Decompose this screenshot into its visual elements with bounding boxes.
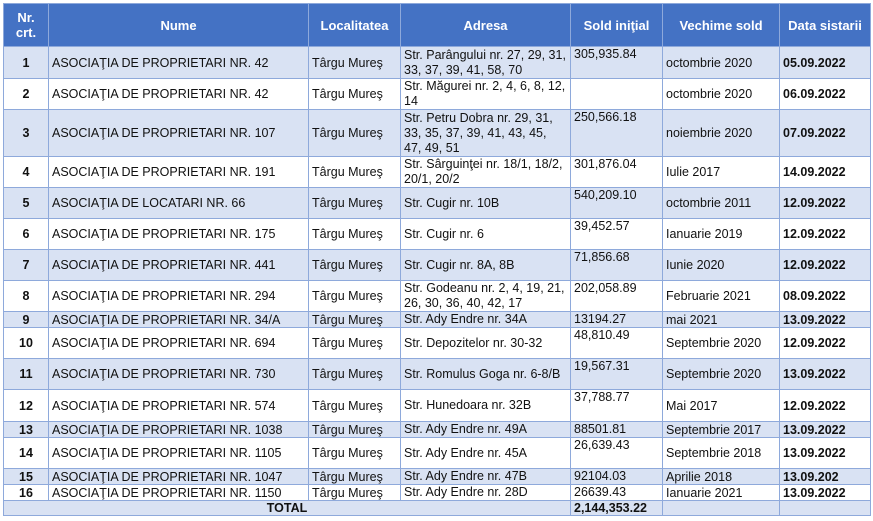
table-row bbox=[4, 219, 871, 250]
row-adresa: Str. Parângului nr. 27, 29, 31, 33, 37, 39, 41, 58, 70 bbox=[401, 47, 571, 79]
row-nume: ASOCIAŢIA DE PROPRIETARI NR. 191 bbox=[49, 157, 309, 188]
row-localitatea: Târgu Mureş bbox=[309, 110, 401, 157]
row-adresa: Str. Sârguinţei nr. 18/1, 18/2, 20/1, 20/2 bbox=[401, 157, 571, 188]
row-nume: ASOCIAŢIA DE PROPRIETARI NR. 441 bbox=[49, 250, 309, 281]
row-data: 13.09.202 bbox=[780, 469, 871, 485]
row-localitatea: Târgu Mureş bbox=[309, 422, 401, 438]
row-localitatea: Târgu Mureş bbox=[309, 219, 401, 250]
row-sold: 39,452.57 bbox=[571, 219, 663, 250]
row-nr: 2 bbox=[4, 79, 49, 110]
row-adresa: Str. Cugir nr. 10B bbox=[401, 188, 571, 219]
row-vechime: Mai 2017 bbox=[663, 390, 780, 422]
total-label: TOTAL bbox=[4, 501, 571, 516]
row-data: 07.09.2022 bbox=[780, 110, 871, 157]
row-nume: ASOCIAŢIA DE PROPRIETARI NR. 175 bbox=[49, 219, 309, 250]
row-vechime: octombrie 2020 bbox=[663, 47, 780, 79]
header-vechime: Vechime sold bbox=[663, 4, 780, 47]
row-sold: 250,566.18 bbox=[571, 110, 663, 157]
table-row bbox=[4, 469, 871, 485]
row-data: 13.09.2022 bbox=[780, 359, 871, 390]
row-nume: ASOCIAŢIA DE PROPRIETARI NR. 1105 bbox=[49, 438, 309, 469]
row-vechime: Februarie 2021 bbox=[663, 281, 780, 312]
row-adresa: Str. Măgurei nr. 2, 4, 6, 8, 12, 14 bbox=[401, 79, 571, 110]
row-sold: 13194.27 bbox=[571, 312, 663, 328]
table-row bbox=[4, 390, 871, 422]
row-data: 14.09.2022 bbox=[780, 157, 871, 188]
row-localitatea: Târgu Mureş bbox=[309, 359, 401, 390]
table-row bbox=[4, 438, 871, 469]
row-nr: 4 bbox=[4, 157, 49, 188]
row-nr: 15 bbox=[4, 469, 49, 485]
row-nr: 5 bbox=[4, 188, 49, 219]
row-nr: 7 bbox=[4, 250, 49, 281]
table-row bbox=[4, 359, 871, 390]
row-data: 13.09.2022 bbox=[780, 485, 871, 501]
total-empty-data bbox=[780, 501, 871, 516]
row-sold: 202,058.89 bbox=[571, 281, 663, 312]
row-adresa: Str. Romulus Goga nr. 6-8/B bbox=[401, 359, 571, 390]
row-vechime: Aprilie 2018 bbox=[663, 469, 780, 485]
row-vechime: octombrie 2011 bbox=[663, 188, 780, 219]
row-localitatea: Târgu Mureş bbox=[309, 469, 401, 485]
row-localitatea: Târgu Mureş bbox=[309, 79, 401, 110]
row-sold: 37,788.77 bbox=[571, 390, 663, 422]
table-row bbox=[4, 188, 871, 219]
row-nr: 10 bbox=[4, 328, 49, 359]
row-nume: ASOCIAŢIA DE PROPRIETARI NR. 42 bbox=[49, 79, 309, 110]
row-sold bbox=[571, 79, 663, 110]
row-vechime: noiembrie 2020 bbox=[663, 110, 780, 157]
row-nr: 9 bbox=[4, 312, 49, 328]
table-row bbox=[4, 79, 871, 110]
row-nume: ASOCIAŢIA DE PROPRIETARI NR. 1047 bbox=[49, 469, 309, 485]
row-vechime: Iulie 2017 bbox=[663, 157, 780, 188]
row-nume: ASOCIAŢIA DE LOCATARI NR. 66 bbox=[49, 188, 309, 219]
row-adresa: Str. Ady Endre nr. 28D bbox=[401, 485, 571, 501]
row-nume: ASOCIAŢIA DE PROPRIETARI NR. 107 bbox=[49, 110, 309, 157]
row-nume: ASOCIAŢIA DE PROPRIETARI NR. 694 bbox=[49, 328, 309, 359]
row-nr: 6 bbox=[4, 219, 49, 250]
row-data: 12.09.2022 bbox=[780, 219, 871, 250]
row-sold: 301,876.04 bbox=[571, 157, 663, 188]
table-row bbox=[4, 110, 871, 157]
row-sold: 540,209.10 bbox=[571, 188, 663, 219]
row-sold: 305,935.84 bbox=[571, 47, 663, 79]
row-sold: 48,810.49 bbox=[571, 328, 663, 359]
row-adresa: Str. Godeanu nr. 2, 4, 19, 21, 26, 30, 36, 40, 42, 17 bbox=[401, 281, 571, 312]
row-adresa: Str. Ady Endre nr. 49A bbox=[401, 422, 571, 438]
total-empty-vechime bbox=[663, 501, 780, 516]
row-nr: 14 bbox=[4, 438, 49, 469]
row-nume: ASOCIAŢIA DE PROPRIETARI NR. 574 bbox=[49, 390, 309, 422]
row-localitatea: Târgu Mureş bbox=[309, 250, 401, 281]
row-vechime: Ianuarie 2019 bbox=[663, 219, 780, 250]
row-localitatea: Târgu Mureş bbox=[309, 328, 401, 359]
row-nr: 16 bbox=[4, 485, 49, 501]
row-nume: ASOCIAŢIA DE PROPRIETARI NR. 1150 bbox=[49, 485, 309, 501]
total-value: 2,144,353.22 bbox=[571, 501, 663, 516]
row-adresa: Str. Depozitelor nr. 30-32 bbox=[401, 328, 571, 359]
row-nr: 8 bbox=[4, 281, 49, 312]
row-adresa: Str. Ady Endre nr. 45A bbox=[401, 438, 571, 469]
row-vechime: Septembrie 2020 bbox=[663, 359, 780, 390]
row-adresa: Str. Petru Dobra nr. 29, 31, 33, 35, 37, 39, 41, 43, 45, 47, 49, 51 bbox=[401, 110, 571, 157]
row-adresa: Str. Ady Endre nr. 34A bbox=[401, 312, 571, 328]
table-row bbox=[4, 312, 871, 328]
header-row bbox=[4, 4, 871, 47]
table-row bbox=[4, 485, 871, 501]
debt-table bbox=[3, 3, 871, 516]
row-sold: 92104.03 bbox=[571, 469, 663, 485]
row-localitatea: Târgu Mureş bbox=[309, 188, 401, 219]
row-adresa: Str. Cugir nr. 6 bbox=[401, 219, 571, 250]
row-nume: ASOCIAŢIA DE PROPRIETARI NR. 294 bbox=[49, 281, 309, 312]
row-adresa: Str. Ady Endre nr. 47B bbox=[401, 469, 571, 485]
row-vechime: Septembrie 2020 bbox=[663, 328, 780, 359]
row-nr: 11 bbox=[4, 359, 49, 390]
row-data: 13.09.2022 bbox=[780, 422, 871, 438]
row-sold: 26639.43 bbox=[571, 485, 663, 501]
row-data: 06.09.2022 bbox=[780, 79, 871, 110]
row-data: 08.09.2022 bbox=[780, 281, 871, 312]
row-nume: ASOCIAŢIA DE PROPRIETARI NR. 34/A bbox=[49, 312, 309, 328]
row-data: 12.09.2022 bbox=[780, 328, 871, 359]
row-data: 12.09.2022 bbox=[780, 188, 871, 219]
row-data: 12.09.2022 bbox=[780, 390, 871, 422]
header-localitatea: Localitatea bbox=[309, 4, 401, 47]
row-sold: 71,856.68 bbox=[571, 250, 663, 281]
row-data: 05.09.2022 bbox=[780, 47, 871, 79]
row-localitatea: Târgu Mureş bbox=[309, 485, 401, 501]
row-nume: ASOCIAŢIA DE PROPRIETARI NR. 42 bbox=[49, 47, 309, 79]
row-nr: 12 bbox=[4, 390, 49, 422]
header-data: Data sistarii bbox=[780, 4, 871, 47]
row-nume: ASOCIAŢIA DE PROPRIETARI NR. 1038 bbox=[49, 422, 309, 438]
table-row bbox=[4, 422, 871, 438]
row-data: 13.09.2022 bbox=[780, 438, 871, 469]
row-adresa: Str. Cugir nr. 8A, 8B bbox=[401, 250, 571, 281]
table-row bbox=[4, 281, 871, 312]
row-vechime: mai 2021 bbox=[663, 312, 780, 328]
header-adresa: Adresa bbox=[401, 4, 571, 47]
row-vechime: Ianuarie 2021 bbox=[663, 485, 780, 501]
row-vechime: Septembrie 2018 bbox=[663, 438, 780, 469]
table-row bbox=[4, 47, 871, 79]
row-localitatea: Târgu Mureş bbox=[309, 281, 401, 312]
row-localitatea: Târgu Mureş bbox=[309, 47, 401, 79]
header-sold: Sold iniţial bbox=[571, 4, 663, 47]
row-localitatea: Târgu Mureş bbox=[309, 390, 401, 422]
row-sold: 88501.81 bbox=[571, 422, 663, 438]
table-row bbox=[4, 328, 871, 359]
table-row bbox=[4, 250, 871, 281]
row-vechime: octombrie 2020 bbox=[663, 79, 780, 110]
row-nr: 13 bbox=[4, 422, 49, 438]
row-adresa: Str. Hunedoara nr. 32B bbox=[401, 390, 571, 422]
row-sold: 19,567.31 bbox=[571, 359, 663, 390]
row-vechime: Iunie 2020 bbox=[663, 250, 780, 281]
header-nr: Nr. crt. bbox=[4, 4, 49, 47]
row-localitatea: Târgu Mureş bbox=[309, 312, 401, 328]
row-vechime: Septembrie 2017 bbox=[663, 422, 780, 438]
row-nume: ASOCIAŢIA DE PROPRIETARI NR. 730 bbox=[49, 359, 309, 390]
row-data: 13.09.2022 bbox=[780, 312, 871, 328]
row-localitatea: Târgu Mureş bbox=[309, 438, 401, 469]
row-sold: 26,639.43 bbox=[571, 438, 663, 469]
row-nr: 1 bbox=[4, 47, 49, 79]
total-row bbox=[4, 501, 871, 516]
header-nume: Nume bbox=[49, 4, 309, 47]
table-row bbox=[4, 157, 871, 188]
row-data: 12.09.2022 bbox=[780, 250, 871, 281]
row-nr: 3 bbox=[4, 110, 49, 157]
row-localitatea: Târgu Mureş bbox=[309, 157, 401, 188]
